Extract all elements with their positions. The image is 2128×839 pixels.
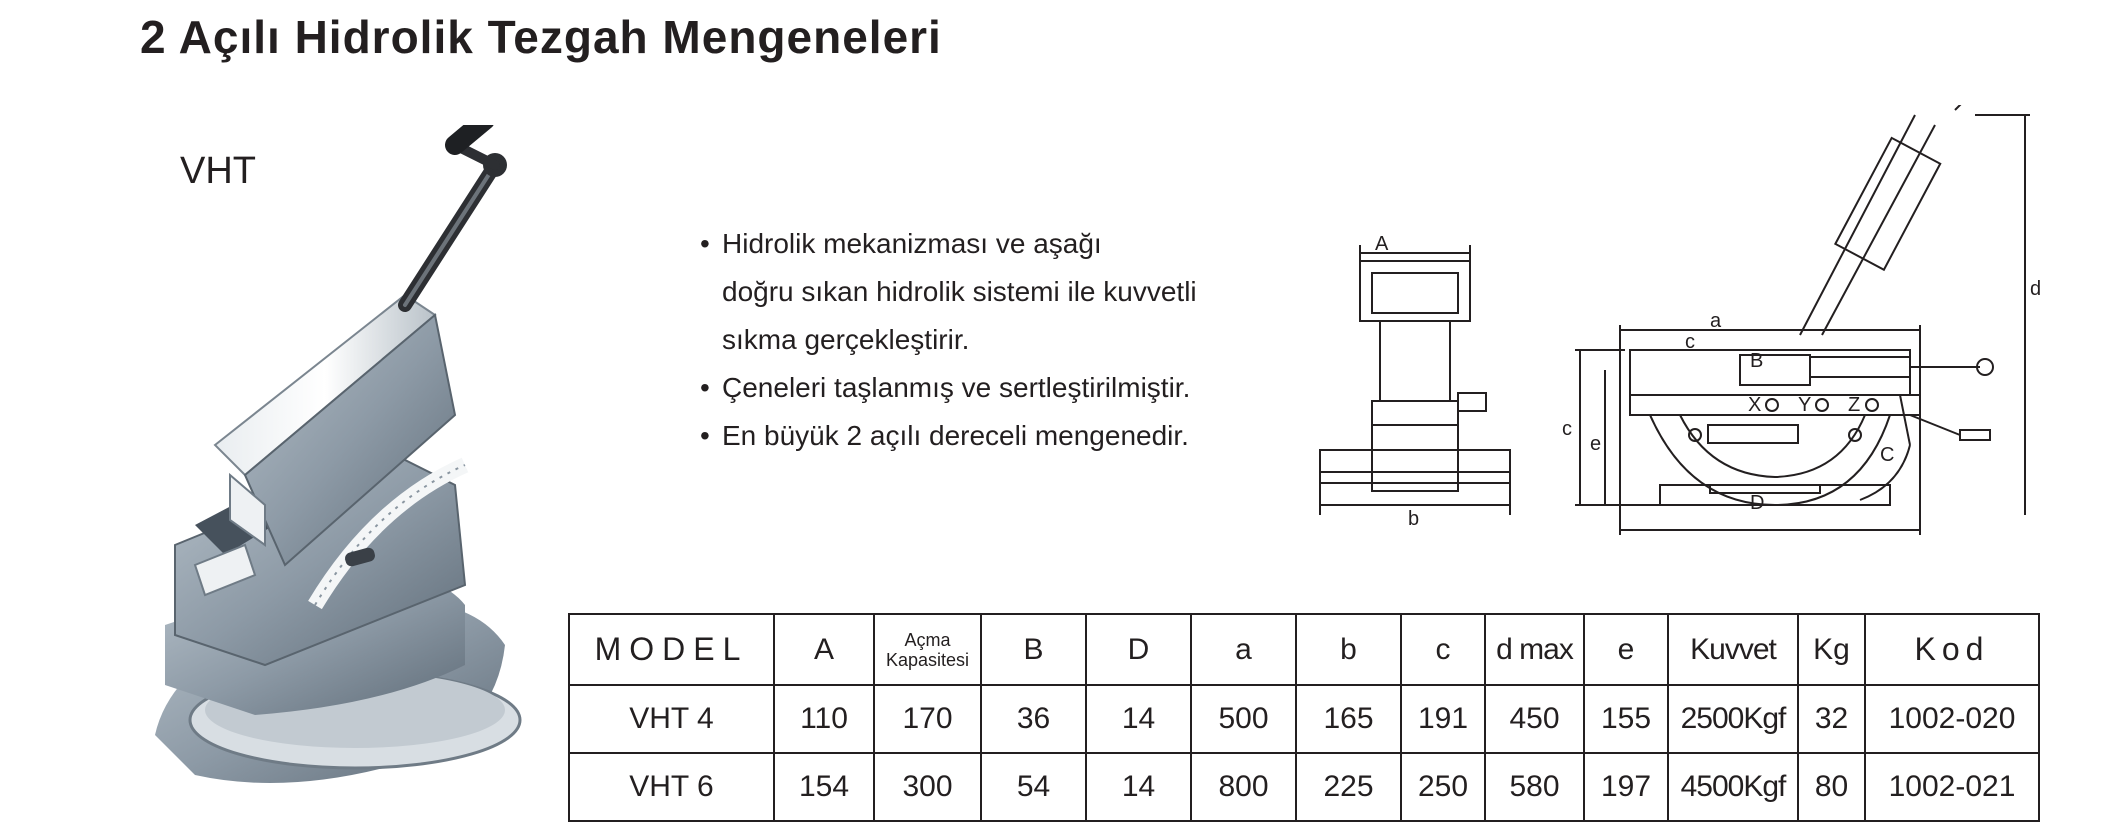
table-row xyxy=(569,685,2039,753)
label-X: X xyxy=(1748,394,1762,416)
feature-item xyxy=(700,364,1340,412)
col-header: Kod xyxy=(1865,614,2039,685)
feature-list xyxy=(700,220,1340,460)
feature-text: En büyük 2 açılı dereceli mengenedir. xyxy=(722,420,1189,451)
col-header: c xyxy=(1401,614,1485,685)
table-cell: 170 xyxy=(874,685,981,753)
model-name: VHT xyxy=(180,150,256,192)
table-header-row xyxy=(569,614,2039,685)
label-C: C xyxy=(1880,444,1895,466)
table-cell: 165 xyxy=(1296,685,1401,753)
feature-text: Hidrolik mekanizması ve aşağı xyxy=(722,228,1102,259)
table-cell: 2500Kgf xyxy=(1668,685,1798,753)
table-cell: 36 xyxy=(981,685,1086,753)
table-cell: 110 xyxy=(774,685,874,753)
bullet: • xyxy=(700,372,710,403)
col-header: D xyxy=(1086,614,1191,685)
col-header-line: Açma xyxy=(904,629,951,650)
label-A: A xyxy=(1375,233,1389,255)
table-cell: 14 xyxy=(1086,753,1191,821)
col-header: Kg xyxy=(1798,614,1865,685)
col-header: a xyxy=(1191,614,1296,685)
label-c: c xyxy=(1562,418,1572,440)
table-cell: 1002-021 xyxy=(1865,753,2039,821)
label-B: B xyxy=(1750,350,1764,372)
spec-table xyxy=(568,613,2040,822)
front-view-drawing xyxy=(1300,225,1530,535)
table-cell: 54 xyxy=(981,753,1086,821)
col-header-line: Kapasitesi xyxy=(885,649,970,670)
table-cell: 500 xyxy=(1191,685,1296,753)
table-cell: 197 xyxy=(1584,753,1668,821)
col-header: Kuvvet xyxy=(1668,614,1798,685)
table-cell: 154 xyxy=(774,753,874,821)
table-cell: 800 xyxy=(1191,753,1296,821)
feature-item xyxy=(700,220,1340,268)
table-cell: 225 xyxy=(1296,753,1401,821)
table-cell: 14 xyxy=(1086,685,1191,753)
label-Z: Z xyxy=(1848,394,1861,416)
col-header: A xyxy=(774,614,874,685)
table-row xyxy=(569,753,2039,821)
col-header-acma xyxy=(874,614,981,685)
col-header: B xyxy=(981,614,1086,685)
table-cell: 1002-020 xyxy=(1865,685,2039,753)
feature-item xyxy=(700,316,1340,364)
table-cell: 580 xyxy=(1485,753,1584,821)
feature-text: doğru sıkan hidrolik sistemi ile kuvvetli xyxy=(722,276,1197,307)
table-cell: 300 xyxy=(874,753,981,821)
side-view-drawing xyxy=(1560,105,2080,555)
col-header: d max xyxy=(1485,614,1584,685)
feature-text: Çeneleri taşlanmış ve sertleştirilmiştir. xyxy=(722,372,1191,403)
label-D: D xyxy=(1750,492,1765,514)
feature-item xyxy=(700,412,1340,460)
table-cell: VHT 6 xyxy=(569,753,774,821)
label-c-small: c xyxy=(1685,331,1695,353)
table-cell: 250 xyxy=(1401,753,1485,821)
col-header: e xyxy=(1584,614,1668,685)
feature-item xyxy=(700,268,1340,316)
col-header: MODEL xyxy=(569,614,774,685)
table-cell: 4500Kgf xyxy=(1668,753,1798,821)
feature-text: sıkma gerçekleştirir. xyxy=(722,324,970,355)
label-e: e xyxy=(1590,433,1602,455)
label-a: a xyxy=(1710,310,1722,332)
bullet: • xyxy=(700,420,710,451)
page-title: 2 Açılı Hidrolik Tezgah Mengeneleri xyxy=(140,11,942,63)
col-header: b xyxy=(1296,614,1401,685)
table-cell: 155 xyxy=(1584,685,1668,753)
table-cell: 32 xyxy=(1798,685,1865,753)
table-cell: VHT 4 xyxy=(569,685,774,753)
table-cell: 450 xyxy=(1485,685,1584,753)
bullet: • xyxy=(700,228,710,259)
table-cell: 80 xyxy=(1798,753,1865,821)
label-d: d xyxy=(2030,278,2042,300)
table-cell: 191 xyxy=(1401,685,1485,753)
label-b: b xyxy=(1408,508,1420,530)
label-Y: Y xyxy=(1798,394,1812,416)
